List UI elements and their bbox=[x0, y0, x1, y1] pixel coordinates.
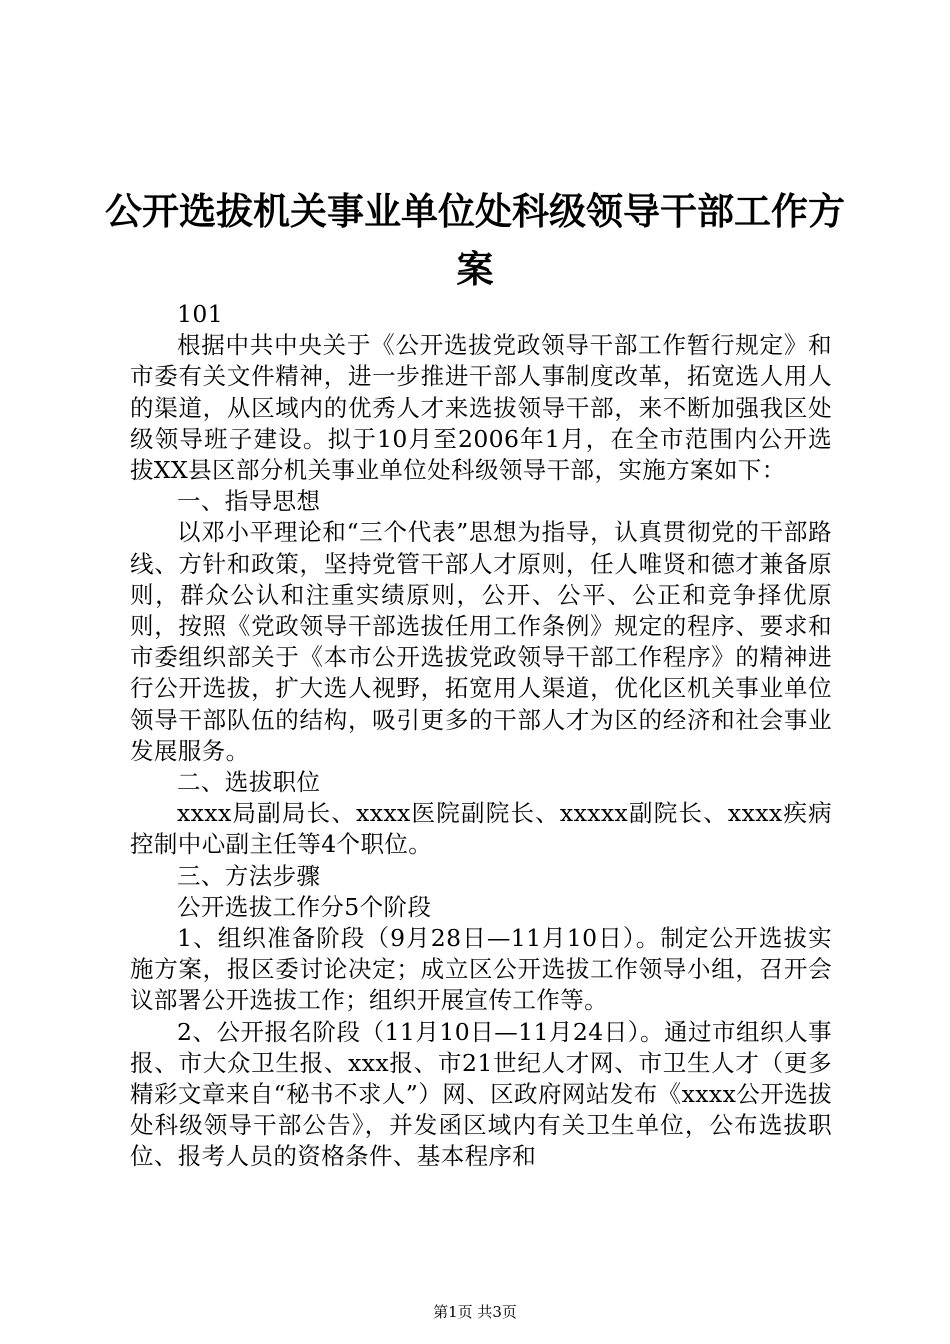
document-title: 公开选拔机关事业单位处科级领导干部工作方案 bbox=[105, 190, 845, 291]
paragraph: 公开选拔工作分5个阶段 bbox=[177, 892, 432, 921]
paragraph: 以邓小平理论和“三个代表”思想为指导，认真贯彻党的干部路线、方针和政策，坚持党管干部人才原则，任人唯贤和德才兼备原则，群众公认和注重实绩原则，公开、公平、公正和竞争择优原则，按照《党政领导干部选拔任用工作条例》规定的程序、要求和市委组织部关于《本市公开选拔党政领导干部工作程序》的精神进行公开选拔，扩大选人视野，拓宽用人渠道，优化区机关事业单位领导干部队伍的结构，吸引更多的干部人才为区的经济和社会事业发展服务。 bbox=[130, 518, 832, 765]
paragraph: 根据中共中央关于《公开选拔党政领导干部工作暂行规定》和市委有关文件精神，进一步推进干部人事制度改革，拓宽选人用人的渠道，从区域内的优秀人才来选拔领导干部，来不断加强我区处级领导班子建设。拟于10月至2006年1月，在全市范围内公开选拔XX县区部分机关事业单位处科级领导干部，实施方案如下： bbox=[130, 331, 832, 485]
paragraph: xxxx局副局长、xxxx医院副院长、xxxxx副院长、xxxx疾病控制中心副主任等4个职位。 bbox=[130, 799, 832, 859]
section-heading: 二、选拔职位 bbox=[177, 768, 321, 797]
section-heading: 一、指导思想 bbox=[177, 487, 321, 516]
document-body bbox=[130, 299, 832, 1173]
paragraph: 2、公开报名阶段（11月10日—11月24日）。通过市组织人事报、市大众卫生报、xxx报、市21世纪人才网、市卫生人才（更多精彩文章来自“秘书不求人”）网、区政府网站发布《xxxx公开选拔处科级领导干部公告》，并发函区域内有关卫生单位，公布选拔职位、报考人员的资格条件、基本程序和 bbox=[130, 1017, 832, 1171]
page-footer: 第1页 共3页 bbox=[433, 1303, 517, 1321]
paragraph: 1、组织准备阶段（9月28日—11月10日）。制定公开选拔实施方案，报区委讨论决定；成立区公开选拔工作领导小组，召开会议部署公开选拔工作；组织开展宣传工作等。 bbox=[130, 924, 832, 1015]
section-heading: 三、方法步骤 bbox=[177, 861, 321, 890]
paragraph: 101 bbox=[177, 300, 224, 328]
